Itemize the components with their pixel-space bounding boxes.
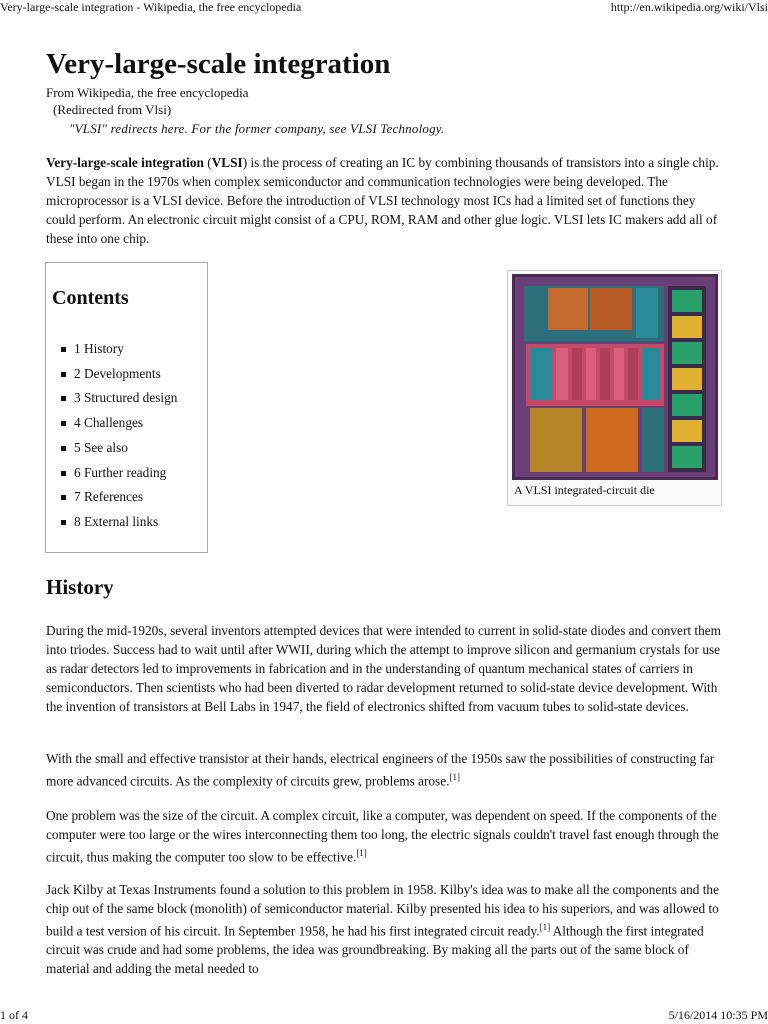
intro-paragraph: [46, 153, 726, 248]
history-paragraph-2-text: With the small and effective transistor at their hands, electrical engineers of the 1950s saw the possibilities of constructing far more advanced circuits. As the complexity of circuits grew, problems arose.: [46, 751, 715, 789]
toc-title: Contents: [52, 287, 129, 309]
redirect-note: (Redirected from Vlsi): [53, 102, 172, 117]
page-title: Very-large-scale integration: [46, 48, 391, 80]
toc-item-see-also[interactable]: 5 See also: [74, 436, 177, 461]
print-header: [0, 0, 768, 16]
print-footer: [0, 1008, 768, 1024]
figure-thumbnail: [507, 270, 722, 506]
intro-rest: ) is the process of creating an IC by combining thousands of transistors into a single chip. VLSI began in the 1970s when complex semiconductor and communication technologies were being developed. The microprocessor is a VLSI device. Before the introduction of VLSI technology most ICs had a limited set of functions they could perform. An electronic circuit might consist of a CPU, ROM, RAM and other glue logic. VLSI lets IC makers add all of these into one chip.: [46, 155, 719, 246]
section-heading-history: History: [46, 575, 114, 599]
toc-item-developments[interactable]: 2 Developments: [74, 362, 177, 387]
print-url[interactable]: http://en.wikipedia.org/wiki/Vlsi: [610, 0, 768, 14]
toc-list: [74, 337, 177, 535]
toc-item-references[interactable]: 7 References: [74, 485, 177, 510]
history-paragraph-3-text: One problem was the size of the circuit. A complex circuit, like a computer, was dependent on speed. If the components of the computer were too large or the wires interconnecting them too long, the electric signals couldn't travel fast enough through the circuit, thus making the computer too slow to be effective.: [46, 808, 719, 865]
vlsi-die-image[interactable]: [512, 274, 718, 480]
history-paragraph-1: During the mid-1920s, several inventors attempted devices that were intended to current in solid-state diodes and convert them into triodes. Success had to wait until after WWII, during which the attempt to improve silicon and germanium crystals for use as radar detectors led to improvements in fabrication and in the understanding of quantum mechanical states of carriers in semiconductors. Then scientists who had been diverted to radar development returned to solid-state device development. With the invention of transistors at Bell Labs in 1947, the field of electronics shifted from vacuum tubes to solid-state devices.: [46, 623, 721, 714]
table-of-contents: [45, 262, 208, 553]
page-number: 1 of 4: [0, 1008, 28, 1022]
history-paragraph-4: [46, 880, 726, 978]
citation-link[interactable]: [1]: [449, 772, 460, 782]
citation-link[interactable]: [1]: [539, 922, 551, 932]
history-paragraph-4-text-a: Jack Kilby at Texas Instruments found a solution to this problem in 1958. Kilby's idea was to make all the components and the chip out of the same block (monolith) of semiconductor material. Kilby presented his idea to his superiors, and was allowed to build a test version of his circuit. In September 1958, he had his first integrated circuit ready.: [46, 882, 719, 939]
site-subtitle: From Wikipedia, the free encyclopedia: [46, 85, 249, 100]
print-page-title: Very-large-scale integration - Wikipedia, the free encyclopedia: [0, 0, 302, 14]
figure-caption: A VLSI integrated-circuit die: [514, 483, 655, 497]
toc-item-challenges[interactable]: 4 Challenges: [74, 411, 177, 436]
intro-abbr: VLSI: [211, 155, 243, 170]
history-paragraph-3: [46, 806, 726, 866]
history-paragraph-2: [46, 749, 726, 790]
toc-item-structured-design[interactable]: 3 Structured design: [74, 386, 177, 411]
intro-term: Very-large-scale integration: [46, 155, 204, 170]
citation-link[interactable]: [1]: [356, 848, 367, 858]
hatnote: "VLSI" redirects here. For the former company, see VLSI Technology.: [69, 121, 445, 136]
toc-item-history[interactable]: 1 History: [74, 337, 177, 362]
intro-abbr-open: (: [203, 155, 212, 170]
toc-item-external-links[interactable]: 8 External links: [74, 510, 177, 535]
print-datetime: 5/16/2014 10:35 PM: [668, 1008, 768, 1022]
history-paragraph-4-text-b: Although the first integrated circuit was crude and had some problems, the idea was groundbreaking. By making all the parts out of the same block of material and adding the metal needed to: [46, 923, 704, 977]
toc-item-further-reading[interactable]: 6 Further reading: [74, 461, 177, 486]
